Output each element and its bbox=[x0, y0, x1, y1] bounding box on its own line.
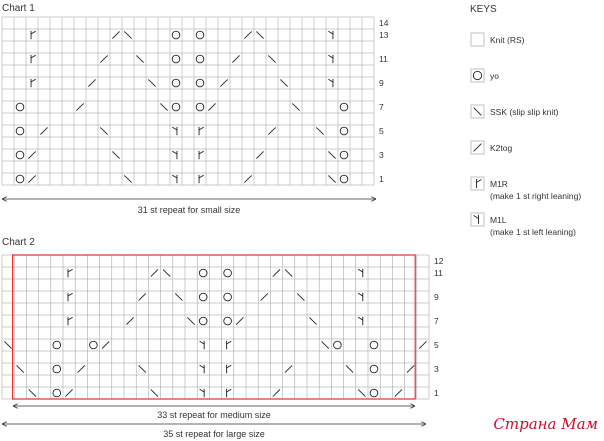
symbol-ssk bbox=[5, 342, 12, 349]
symbol-yo bbox=[224, 269, 232, 277]
symbol-ssk bbox=[269, 56, 276, 63]
symbol-k2tog bbox=[245, 176, 252, 183]
symbol-yo bbox=[53, 341, 61, 349]
symbol-m1r bbox=[68, 317, 72, 325]
symbol-k2tog bbox=[66, 390, 73, 397]
symbol-k2tog bbox=[151, 270, 158, 277]
chart-2-caption-medium: 33 st repeat for medium size bbox=[157, 410, 271, 420]
symbol-k2tog bbox=[78, 366, 85, 373]
chart-1-title: Chart 1 bbox=[2, 3, 35, 14]
row-number: 3 bbox=[379, 150, 384, 160]
symbol-m1l bbox=[200, 365, 204, 373]
symbol-m1r bbox=[199, 175, 203, 183]
symbol-m1r bbox=[31, 79, 35, 87]
key-item-ssk bbox=[471, 105, 559, 118]
chart-2-grid bbox=[2, 255, 429, 399]
row-number: 14 bbox=[379, 18, 389, 28]
chart-1-grid bbox=[2, 17, 374, 185]
symbol-m1l bbox=[173, 175, 177, 183]
symbol-yo bbox=[340, 127, 348, 135]
symbol-yo bbox=[224, 317, 232, 325]
symbol-ssk bbox=[329, 176, 336, 183]
symbol-ssk bbox=[329, 152, 336, 159]
symbol-k2tog bbox=[29, 152, 36, 159]
symbol-yo bbox=[16, 175, 24, 183]
symbol-yo bbox=[16, 103, 24, 111]
symbol-k2tog bbox=[102, 342, 109, 349]
symbol-m1r bbox=[227, 341, 231, 349]
chart-2-row-numbers bbox=[434, 256, 444, 398]
symbol-k2tog bbox=[221, 80, 228, 87]
symbol-k2tog bbox=[285, 366, 292, 373]
key-label: SSK (slip slip knit) bbox=[490, 107, 559, 117]
watermark: Страна Мам bbox=[493, 415, 598, 433]
symbol-k2tog bbox=[261, 294, 268, 301]
symbol-k2tog bbox=[245, 32, 252, 39]
symbol-yo bbox=[340, 151, 348, 159]
symbol-k2tog bbox=[209, 104, 216, 111]
symbol-ssk bbox=[113, 152, 120, 159]
symbol-yo bbox=[370, 341, 378, 349]
symbol-ssk bbox=[161, 104, 168, 111]
chart-1 bbox=[2, 3, 389, 215]
symbol-ssk bbox=[346, 366, 353, 373]
row-number: 5 bbox=[379, 126, 384, 136]
symbol-yo bbox=[199, 317, 207, 325]
symbol-ssk bbox=[188, 318, 195, 325]
symbol-k2tog bbox=[139, 294, 146, 301]
symbol-yo bbox=[172, 79, 180, 87]
chart-1-caption: 31 st repeat for small size bbox=[137, 205, 241, 215]
keys-items bbox=[471, 33, 581, 237]
symbol-m1r bbox=[227, 365, 231, 373]
symbol-ssk bbox=[297, 294, 304, 301]
symbol-ssk bbox=[125, 176, 132, 183]
symbol-k2tog bbox=[236, 318, 243, 325]
symbol-yo bbox=[53, 365, 61, 373]
key-item-yo bbox=[471, 69, 499, 82]
symbol-ssk bbox=[29, 390, 36, 397]
symbol-ssk bbox=[137, 56, 144, 63]
key-sublabel: (make 1 st left leaning) bbox=[490, 227, 576, 237]
key-label: K2tog bbox=[490, 143, 513, 153]
keys-title: KEYS bbox=[470, 4, 497, 15]
symbol-k2tog bbox=[269, 128, 276, 135]
key-swatch bbox=[471, 33, 484, 46]
symbol-k2tog bbox=[273, 390, 280, 397]
key-label: yo bbox=[490, 71, 499, 81]
symbol-m1l bbox=[329, 79, 333, 87]
symbol-yo bbox=[370, 365, 378, 373]
symbol-m1l bbox=[358, 293, 362, 301]
row-number: 5 bbox=[434, 340, 439, 350]
symbol-ssk bbox=[281, 80, 288, 87]
symbol-m1r bbox=[31, 55, 35, 63]
symbol-m1l bbox=[200, 341, 204, 349]
symbol-k2tog bbox=[273, 270, 280, 277]
symbol-yo bbox=[334, 341, 342, 349]
key-label: Knit (RS) bbox=[490, 35, 525, 45]
chart-2-title: Chart 2 bbox=[2, 237, 35, 248]
symbol-yo bbox=[53, 389, 61, 397]
symbol-ssk bbox=[149, 80, 156, 87]
symbol-yo bbox=[16, 127, 24, 135]
symbol-k2tog bbox=[395, 390, 402, 397]
row-number: 12 bbox=[434, 256, 444, 266]
symbol-m1l bbox=[173, 127, 177, 135]
symbol-yo bbox=[172, 31, 180, 39]
symbol-yo bbox=[199, 293, 207, 301]
chart-2-caption-large: 35 st repeat for large size bbox=[163, 429, 265, 439]
chart-1-row-numbers bbox=[379, 18, 389, 184]
row-number: 11 bbox=[379, 54, 388, 64]
symbol-ssk bbox=[293, 104, 300, 111]
symbol-k2tog bbox=[101, 56, 108, 63]
symbol-k2tog bbox=[77, 104, 84, 111]
symbol-yo bbox=[196, 103, 204, 111]
symbol-yo bbox=[340, 175, 348, 183]
symbol-yo bbox=[224, 293, 232, 301]
symbol-ssk bbox=[151, 390, 158, 397]
symbol-k2tog bbox=[419, 342, 426, 349]
row-number: 9 bbox=[434, 292, 439, 302]
symbol-ssk bbox=[285, 270, 292, 277]
key-swatch bbox=[471, 177, 484, 190]
key-item-m1l bbox=[471, 213, 576, 237]
row-number: 1 bbox=[379, 174, 384, 184]
symbol-ssk bbox=[358, 390, 365, 397]
symbol-m1l bbox=[358, 269, 362, 277]
symbol-m1l bbox=[358, 317, 362, 325]
symbol-k2tog bbox=[407, 366, 414, 373]
symbol-yo bbox=[196, 79, 204, 87]
symbol-ssk bbox=[317, 128, 324, 135]
symbol-yo bbox=[196, 55, 204, 63]
row-number: 3 bbox=[434, 364, 439, 374]
row-number: 7 bbox=[434, 316, 439, 326]
symbol-ssk bbox=[322, 342, 329, 349]
symbol-m1l bbox=[173, 151, 177, 159]
symbol-k2tog bbox=[257, 152, 264, 159]
symbol-m1r bbox=[199, 151, 203, 159]
symbol-m1r bbox=[68, 293, 72, 301]
symbol-yo bbox=[172, 55, 180, 63]
keys-legend bbox=[470, 4, 581, 237]
symbol-k2tog bbox=[113, 32, 120, 39]
symbol-k2tog bbox=[41, 128, 48, 135]
symbol-ssk bbox=[163, 270, 170, 277]
symbol-yo bbox=[90, 341, 98, 349]
symbol-m1l bbox=[329, 55, 333, 63]
symbol-k2tog bbox=[233, 56, 240, 63]
symbol-k2tog bbox=[89, 80, 96, 87]
symbol-m1r bbox=[31, 31, 35, 39]
key-item-k2tog bbox=[471, 141, 512, 154]
row-number: 7 bbox=[379, 102, 384, 112]
symbol-ssk bbox=[310, 318, 317, 325]
key-label: M1L bbox=[490, 215, 507, 225]
key-item-m1r bbox=[471, 177, 581, 201]
symbol-m1l bbox=[329, 31, 333, 39]
key-label: M1R bbox=[490, 179, 508, 189]
row-number: 1 bbox=[434, 388, 439, 398]
symbol-m1r bbox=[199, 127, 203, 135]
symbol-ssk bbox=[139, 366, 146, 373]
chart-2-symbols bbox=[5, 269, 427, 397]
symbol-k2tog bbox=[29, 176, 36, 183]
symbol-ssk bbox=[257, 32, 264, 39]
key-item-knit bbox=[471, 33, 525, 46]
row-number: 9 bbox=[379, 78, 384, 88]
chart-2 bbox=[2, 237, 444, 439]
symbol-m1r bbox=[227, 389, 231, 397]
symbol-yo bbox=[340, 103, 348, 111]
symbol-k2tog bbox=[127, 318, 134, 325]
row-number: 13 bbox=[379, 30, 389, 40]
symbol-ssk bbox=[17, 366, 24, 373]
symbol-m1r bbox=[68, 269, 72, 277]
symbol-yo bbox=[196, 31, 204, 39]
symbol-m1l bbox=[200, 389, 204, 397]
symbol-yo bbox=[370, 389, 378, 397]
symbol-ssk bbox=[175, 294, 182, 301]
row-number: 11 bbox=[434, 268, 443, 278]
symbol-ssk bbox=[101, 128, 108, 135]
symbol-yo bbox=[16, 151, 24, 159]
symbol-ssk bbox=[125, 32, 132, 39]
symbol-yo bbox=[172, 103, 180, 111]
key-sublabel: (make 1 st right leaning) bbox=[490, 191, 582, 201]
symbol-yo bbox=[199, 269, 207, 277]
key-swatch bbox=[471, 213, 484, 226]
